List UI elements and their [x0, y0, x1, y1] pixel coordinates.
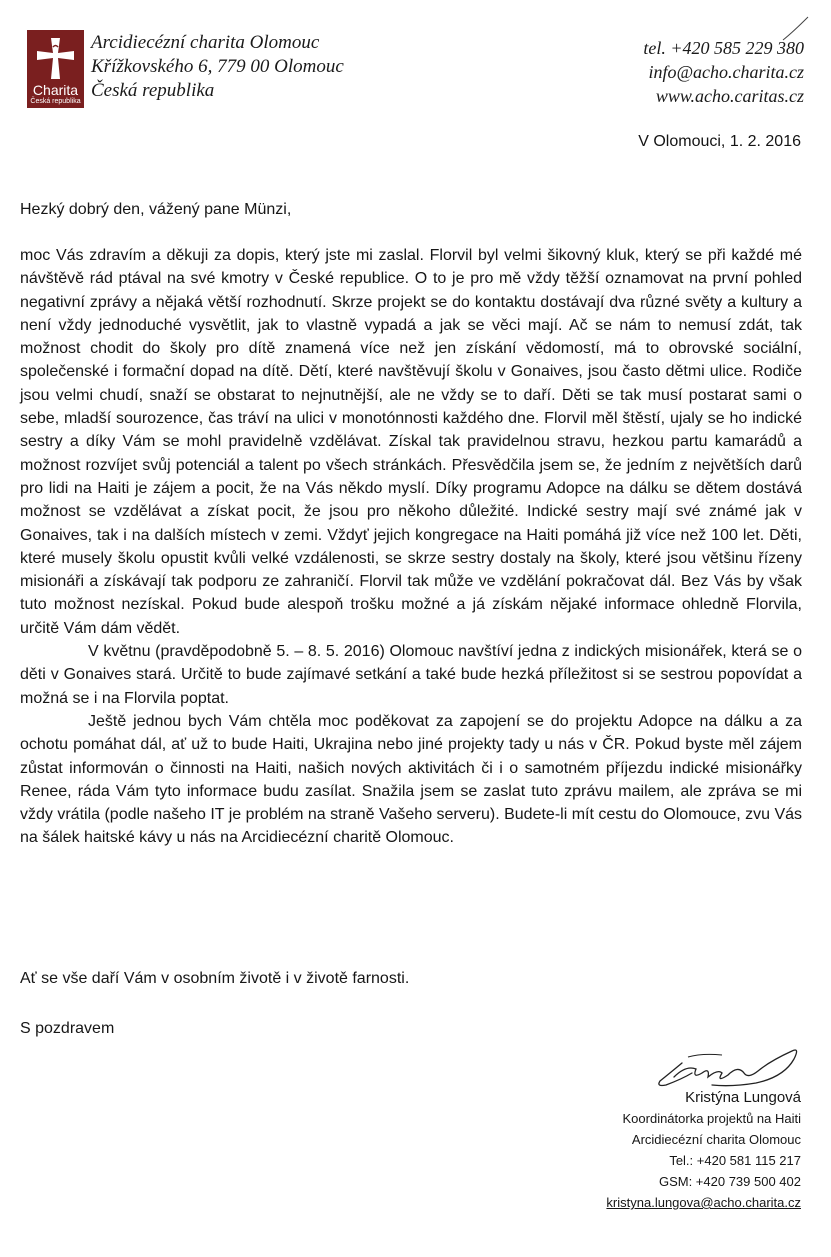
charita-logo: [27, 30, 84, 108]
letter-body: [20, 244, 802, 850]
logo-subword: Česká republika: [30, 98, 81, 105]
regards-line: S pozdravem: [20, 1020, 115, 1037]
logo-word: Charita: [32, 82, 79, 98]
signer-title: Koordinátorka projektů na Haiti: [622, 1111, 801, 1126]
signer-org: Arcidiecézní charita Olomouc: [631, 1132, 801, 1147]
charita-cross-icon: [33, 35, 78, 81]
org-web: www.acho.caritas.cz: [655, 86, 804, 106]
signer-name: Kristýna Lungová: [685, 1089, 801, 1106]
greeting: Hezký dobrý den, vážený pane Münzi,: [20, 201, 292, 218]
paragraph: Ještě jednou bych Vám chtěla moc poděkovat za zapojení se do projektu Adopce na dálku a za ochotu pomáhat dál, ať už to bude Haiti, Ukrajina nebo jiné projekty tady u nás v ČR. Pokud byste měl zájem zůstat informován o činnosti na Haiti, našich nových aktivitách či i o samotném příjezdu indické misionářky Renee, ráda Vám tyto informace budu zasílat. Snažila jsem se zaslat tuto zprávu mailem, ale zpráva se mi vždy vrátila (podle našeho IT je problém na straně Vašeho serveru). Budete-li mít cestu do Olomouce, zvu Vás na šálek haitské kávy u nás na Arcidiecézní charitě Olomouc.: [20, 712, 803, 847]
org-name: Arcidiecézní charita Olomouc: [91, 32, 320, 53]
signature-block: [606, 1087, 801, 1213]
closing-line: Ať se vše daří Vám v osobním životě i v životě farnosti.: [20, 970, 410, 987]
org-contact: [643, 36, 804, 108]
signer-mobile: GSM: +420 739 500 402: [658, 1174, 801, 1189]
signer-email-link[interactable]: kristyna.lungova@acho.charita.cz: [606, 1195, 801, 1210]
paragraph: V květnu (pravděpodobně 5. – 8. 5. 2016) Olomouc navštíví jedna z indických misionářek, která se o děti v Gonaives stará. Určitě to bude zajímavé setkání a také bude hezká příležitost si se sestrou popovídat a možná se i na Florvila poptat.: [20, 643, 802, 707]
paragraph: moc Vás zdravím a děkuji za dopis, který jste mi zaslal. Florvil byl velmi šikovný kluk, který se při každé mé návštěvě rád ptával na své kmotry v České republice. O to je pro mě vždy těžší oznamovat na první pohled negativní zprávy a nějaká větší rozhodnutí. Skrze projekt se do kontaktu dostávají dva různé světy a kultury a není vždy jednoduché vysvětlit, jak to vlastně vypadá a jak se věci mají. Ač se nám to nemusí zdát, tak možnost chodit do školy pro dítě znamená více než jen získání vědomostí, má to obrovské sociální, společenské i formační dopad na dítě. Dětí, které navštěvují školu v Gonaives, jsou často dětmi ulice. Rodiče jsou velmi chudí, snaží se obstarat to nejnutnější, ale ne vždy se to daří. Děti se tak musí postarat sami o sebe, mladší sourozence, čas tráví na ulici v monotónnosti každého dne. Florvil měl štěstí, ujaly se ho indické sestry a díky Vám se mohl pravidelně vzdělávat. Získal tak pravidelnou stravu, hezkou partu kamarádů a možnost rozvíjet svůj potenciál a talent po všech stránkách. Přesvědčila jsem se, že jedním z největších darů pro lidi na Haiti je zájem a pocit, že na Vás někdo myslí. Díky programu Adopce na dálku se dětem dostává možnost se vzdělávat a získat pocit, že jsou pro někoho důležité. Indické sestry mají své známé jak v Gonaives, tak i na dalších místech v zemi. Vždyť jejich kongregace na Haiti pomáhá již více než 100 let. Děti, které musely školu opustit kvůli velké vzdálenosti, se skrze sestry dostaly na školy, které jsou většinu řízeny misionáři a získávají tak podporu ze zahraničí. Florvil tak může ve vzdělání pokračovat dál. Bez Vás by však tuto možnost nezískal. Pokud bude alespoň trošku možné a já získám nějaké informace ohledně Florvila, určitě Vám dám vědět.: [20, 247, 802, 637]
org-email: info@acho.charita.cz: [648, 62, 804, 82]
letter-date: V Olomouci, 1. 2. 2016: [638, 133, 801, 150]
org-phone: tel. +420 585 229 380: [643, 38, 804, 58]
org-country: Česká republika: [91, 80, 215, 101]
signer-phone: Tel.: +420 581 115 217: [669, 1153, 801, 1168]
org-address: [91, 31, 344, 103]
org-street: Křížkovského 6, 779 00 Olomouc: [91, 56, 344, 77]
